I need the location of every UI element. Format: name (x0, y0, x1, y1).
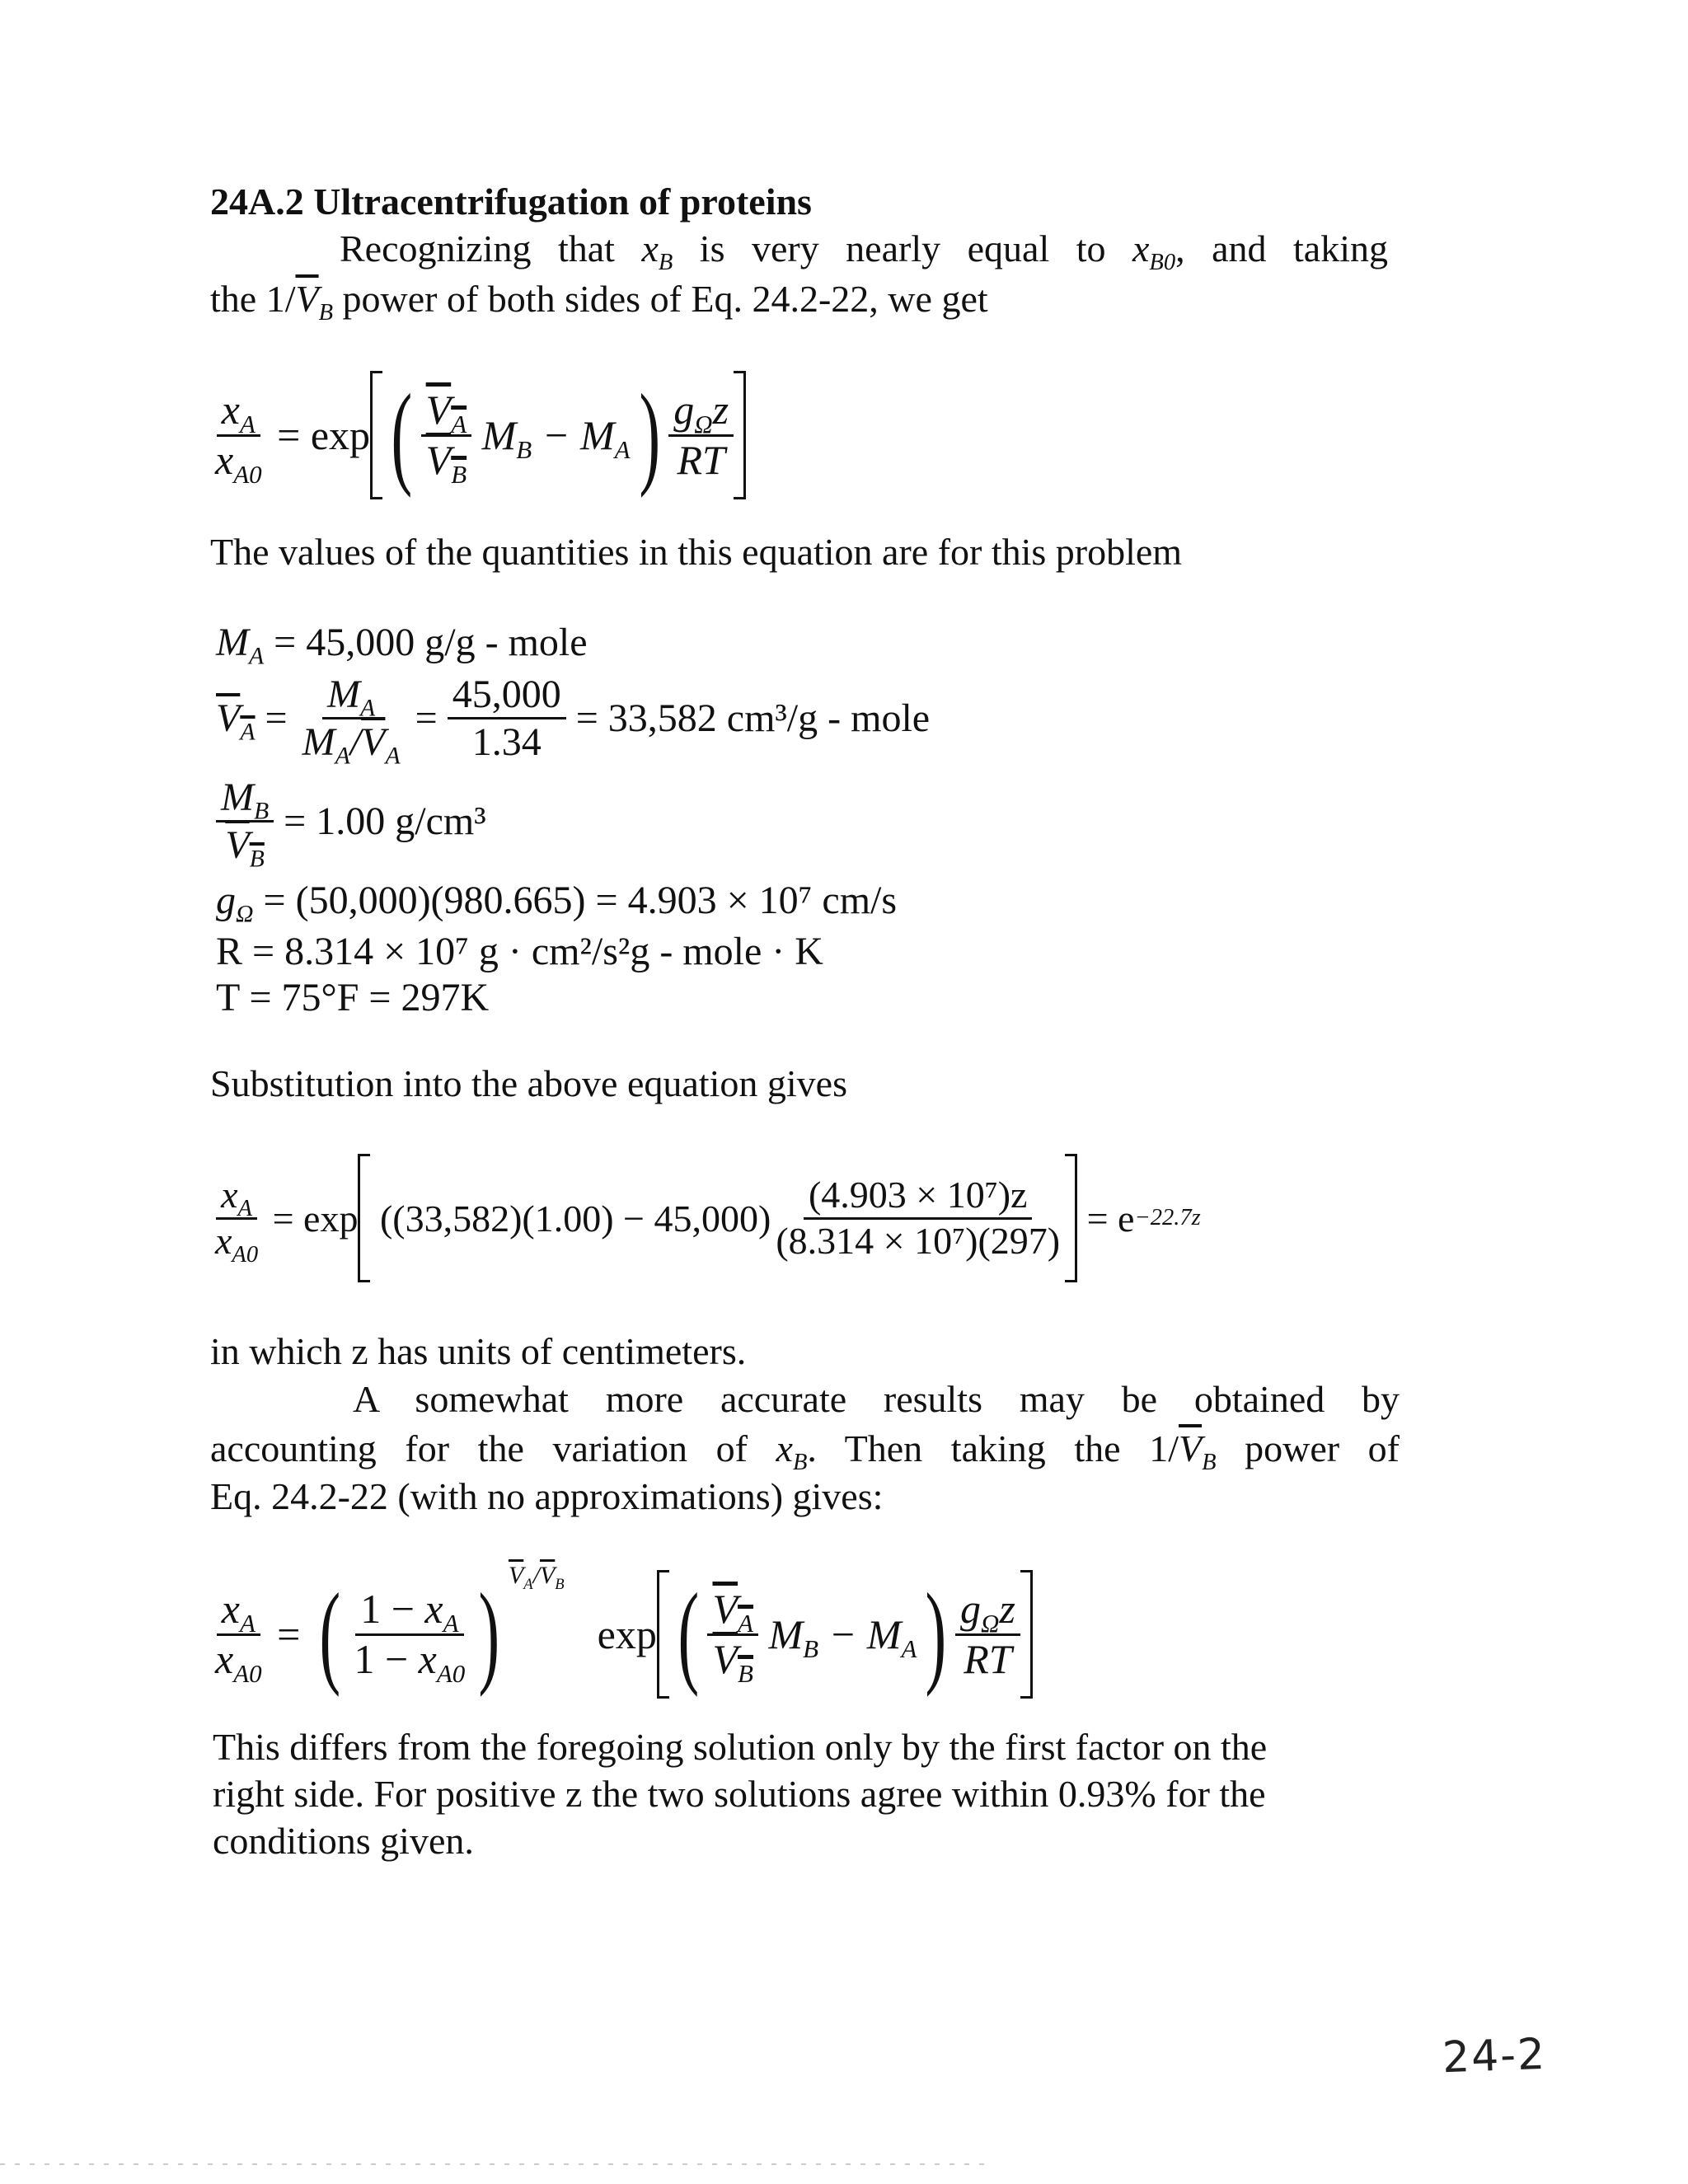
intro-line-1: Recognizing that $x_B$ is very nearly equal to $x_{B0}$, and taking (340, 227, 1388, 276)
accurate-line-1: A somewhat more accurate results may be obtained by (353, 1378, 1400, 1420)
units-note: in which z has units of centimeters. (210, 1330, 747, 1372)
equation-3: $\frac{x_A}{x_{A0}}$ = ( $\frac{1 - x_A}{1 - x_{A0}}$ ) $\overline{V}_A/\overline{V}_B$ exp ( $\frac{V_A}{V_B}$ $M_B - M_A$ ) $\frac{g_\Omega z}{RT}$ (210, 1570, 1033, 1699)
intro-text-1c: , and taking (1175, 227, 1388, 269)
value-MB-over-VB: $\frac{M_B}{V_B}$ = 1.00 g/cm³ (216, 775, 486, 868)
intro-text-1b: is very nearly equal to (673, 227, 1132, 269)
value-R: R = 8.314 × 10⁷ g · cm²/s²g - mole · K (216, 930, 823, 973)
values-intro: The values of the quantities in this equation are for this problem (210, 531, 1183, 573)
equation-2: $\frac{x_A}{x_{A0}}$ = exp ((33,582)(1.00) − 45,000) $\frac{\text{(4.903 × 10⁷)z}}{\text{(8.314 × 10⁷)(297)}}$ = e −22.7z (210, 1154, 1201, 1282)
page-number: 24-2 (1441, 2029, 1548, 2083)
accurate-line-2: accounting for the variation of $x_B$. Then taking the $1/\overline{V}_B$ power of (210, 1427, 1400, 1476)
section-heading: 24A.2 Ultracentrifugation of proteins (210, 180, 812, 223)
conclusion-line-2: right side. For positive z the two solutions agree within 0.93% for the (213, 1773, 1266, 1815)
value-MA: $M_A$ = 45,000 g/g - mole (216, 621, 588, 670)
intro-text-1a: Recognizing that (340, 227, 642, 269)
value-g-omega: $g_\Omega$ = (50,000)(980.665) = 4.903 × 10⁷ cm/s (216, 879, 898, 928)
equation-1: $\frac{x_A}{x_{A0}}$ = exp ( $\frac{V_A}{V_B}$ $M_B - M_A$ ) $\frac{g_\Omega z}{RT}$ (210, 371, 746, 499)
intro-text-2b: power of both sides of Eq. 24.2-22, we get (333, 278, 988, 320)
intro-line-2: the $1/\overline{V}_B$ power of both sides of Eq. 24.2-22, we get (210, 278, 988, 326)
scan-artifact (0, 2163, 989, 2165)
value-T: T = 75°F = 297K (216, 976, 490, 1019)
accurate-line-3: Eq. 24.2-22 (with no approximations) gives: (210, 1475, 884, 1517)
intro-text-2a: the (210, 278, 266, 320)
substitution-intro: Substitution into the above equation gives (210, 1062, 847, 1104)
conclusion-line-1: This differs from the foregoing solution only by the first factor on the (213, 1726, 1268, 1768)
value-VA: $V_A$ = $\frac{M_A}{M_A/\overline{V}_A}$ = $\frac{45,000}{1.34}$ = 33,582 cm³/g - mole (216, 673, 931, 770)
conclusion-line-3: conditions given. (213, 1820, 474, 1862)
